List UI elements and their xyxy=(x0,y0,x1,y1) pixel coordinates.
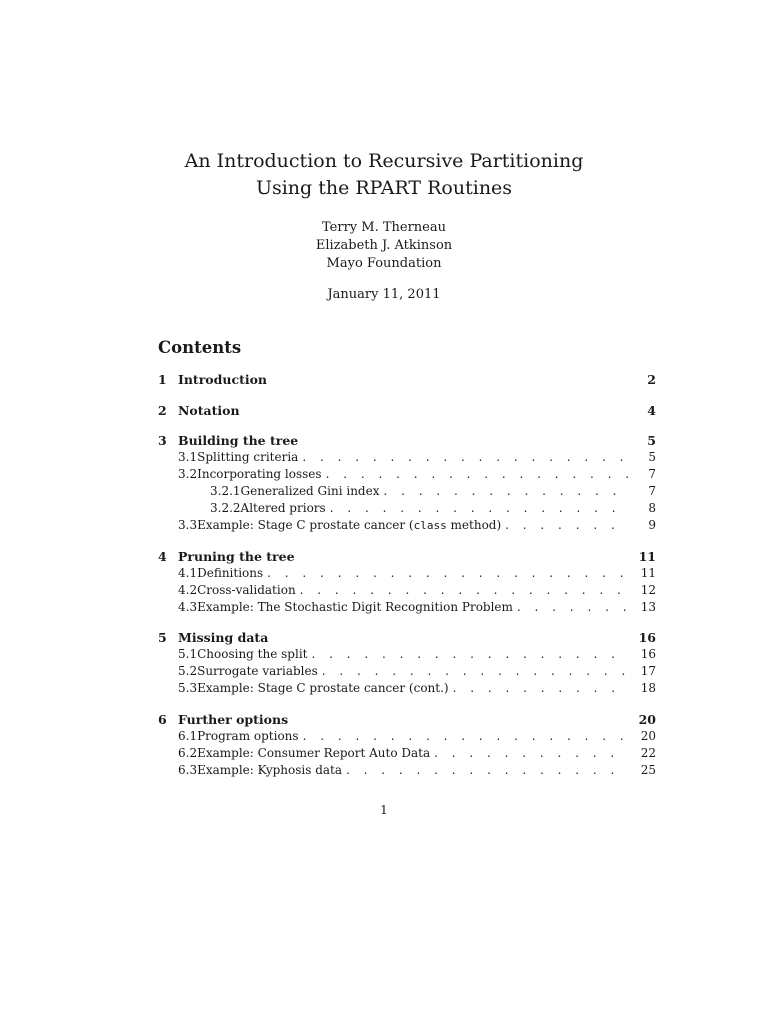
page-ref: 20 xyxy=(640,728,656,743)
subsection-title: Definitions xyxy=(197,565,264,580)
toc-entry-subsection[interactable] xyxy=(158,449,656,466)
subsection-title: Choosing the split xyxy=(197,647,308,661)
dot-leader xyxy=(505,517,628,534)
section-title: Missing data xyxy=(178,630,269,645)
page-ref: 8 xyxy=(648,501,656,515)
toc-section xyxy=(158,371,656,388)
subsection-title: Example: Consumer Report Auto Data xyxy=(197,745,431,760)
code-term: class xyxy=(413,519,447,532)
dot-leader xyxy=(267,565,628,582)
subsection-number: 4.2 xyxy=(178,582,198,597)
section-title: Further options xyxy=(178,711,289,727)
subsection-number: 5.1 xyxy=(178,647,198,661)
document-title xyxy=(0,148,768,202)
page-ref: 11 xyxy=(638,548,656,564)
subsection-title: Program options xyxy=(197,728,299,743)
subsection-number: 6.3 xyxy=(178,762,198,777)
page-ref: 4 xyxy=(647,402,656,418)
toc-entry-subsection[interactable] xyxy=(158,517,656,534)
subsection-title: Cross-validation xyxy=(197,582,296,597)
subsection-title: Surrogate variables xyxy=(197,664,318,678)
toc-entry-section[interactable] xyxy=(158,402,656,419)
toc-entry-section[interactable] xyxy=(158,371,656,388)
subsection-title: Incorporating losses xyxy=(197,467,322,481)
toc-entry-subsection[interactable] xyxy=(158,599,656,616)
toc-entry-subsection[interactable] xyxy=(158,762,656,779)
toc-entry-section[interactable] xyxy=(158,432,656,449)
title-line-1: An Introduction to Recursive Partitioning xyxy=(184,150,584,172)
section-number: 4 xyxy=(158,548,167,564)
page-ref: 7 xyxy=(648,484,656,498)
page-ref: 22 xyxy=(640,745,656,760)
section-title: Notation xyxy=(178,402,240,418)
dot-leader xyxy=(517,599,628,616)
toc-section xyxy=(158,402,656,419)
subsection-title: Example: The Stochastic Digit Recognition Problem xyxy=(197,599,513,614)
dot-leader xyxy=(303,728,628,745)
toc-entry-subsection[interactable] xyxy=(158,663,656,680)
toc-entry-subsection[interactable] xyxy=(158,582,656,599)
page-number: 1 xyxy=(380,803,388,817)
subsection-title: Example: Kyphosis data xyxy=(197,762,343,777)
document-date: January 11, 2011 xyxy=(327,287,441,302)
toc-entry-subsection[interactable] xyxy=(158,646,656,663)
toc-section xyxy=(158,711,656,779)
page-ref: 5 xyxy=(648,450,656,464)
toc-entry-subsection[interactable] xyxy=(158,680,656,697)
subsection-number: 5.3 xyxy=(178,681,198,695)
author-name: Terry M. Therneau xyxy=(322,220,446,235)
toc-entry-subsection[interactable] xyxy=(158,565,656,582)
page-ref: 13 xyxy=(640,599,656,614)
subsection-number: 5.2 xyxy=(178,664,198,678)
section-title: Pruning the tree xyxy=(178,548,295,564)
subsection-number: 3.1 xyxy=(178,450,198,464)
subsubsection-title: Generalized Gini index xyxy=(240,484,380,498)
toc-entry-subsection[interactable] xyxy=(158,745,656,762)
dot-leader xyxy=(346,762,628,779)
section-number: 6 xyxy=(158,711,167,727)
subsection-title: Splitting criteria xyxy=(197,450,299,464)
subsection-number: 3.2 xyxy=(178,467,198,481)
toc-section xyxy=(158,629,656,697)
section-number: 3 xyxy=(158,433,167,448)
author-block xyxy=(0,219,768,273)
subsection-title xyxy=(197,517,501,534)
title-line-2: Using the RPART Routines xyxy=(255,177,513,199)
toc-entry-section[interactable] xyxy=(158,711,656,728)
subsection-title-post: method) xyxy=(446,518,502,532)
page-ref: 16 xyxy=(640,647,656,661)
page-ref: 5 xyxy=(647,433,656,448)
page-ref: 16 xyxy=(638,630,656,645)
subsection-title-pre: Example: Stage C prostate cancer ( xyxy=(197,518,414,532)
toc-entry-subsubsection[interactable] xyxy=(158,500,656,517)
contents-heading: Contents xyxy=(158,338,242,357)
dot-leader xyxy=(326,466,628,483)
page-ref: 11 xyxy=(640,565,656,580)
subsection-number: 6.2 xyxy=(178,745,198,760)
toc-entry-section[interactable] xyxy=(158,629,656,646)
page-ref: 7 xyxy=(648,467,656,481)
toc-section xyxy=(158,432,656,534)
page-ref: 12 xyxy=(640,582,656,597)
toc-entry-subsection[interactable] xyxy=(158,728,656,745)
page-ref: 17 xyxy=(640,664,656,678)
author-name: Elizabeth J. Atkinson xyxy=(315,238,453,253)
dot-leader xyxy=(383,483,628,500)
dot-leader xyxy=(300,582,628,599)
subsubsection-number: 3.2.2 xyxy=(210,501,241,515)
subsubsection-title: Altered priors xyxy=(240,501,326,515)
section-number: 2 xyxy=(158,402,167,418)
author-affiliation: Mayo Foundation xyxy=(326,256,442,271)
dot-leader xyxy=(330,500,628,517)
section-title: Introduction xyxy=(178,372,268,387)
subsection-title: Example: Stage C prostate cancer (cont.) xyxy=(197,681,449,695)
dot-leader xyxy=(453,680,628,697)
dot-leader xyxy=(302,449,628,466)
toc-section xyxy=(158,548,656,616)
dot-leader xyxy=(322,663,628,680)
section-title: Building the tree xyxy=(178,433,299,448)
toc-entry-section[interactable] xyxy=(158,548,656,565)
page-ref: 20 xyxy=(638,711,656,727)
subsection-number: 4.1 xyxy=(178,565,198,580)
toc-entry-subsubsection[interactable] xyxy=(158,483,656,500)
subsubsection-number: 3.2.1 xyxy=(210,484,241,498)
section-number: 5 xyxy=(158,630,167,645)
subsection-number: 4.3 xyxy=(178,599,198,614)
section-number: 1 xyxy=(158,372,167,387)
dot-leader xyxy=(311,646,628,663)
toc-entry-subsection[interactable] xyxy=(158,466,656,483)
subsection-number: 3.3 xyxy=(178,518,198,532)
page-ref: 9 xyxy=(648,518,656,532)
page-ref: 25 xyxy=(640,762,656,777)
subsection-number: 6.1 xyxy=(178,728,198,743)
table-of-contents xyxy=(158,371,656,792)
page-ref: 18 xyxy=(640,681,656,695)
dot-leader xyxy=(434,745,628,762)
page-ref: 2 xyxy=(647,372,656,387)
